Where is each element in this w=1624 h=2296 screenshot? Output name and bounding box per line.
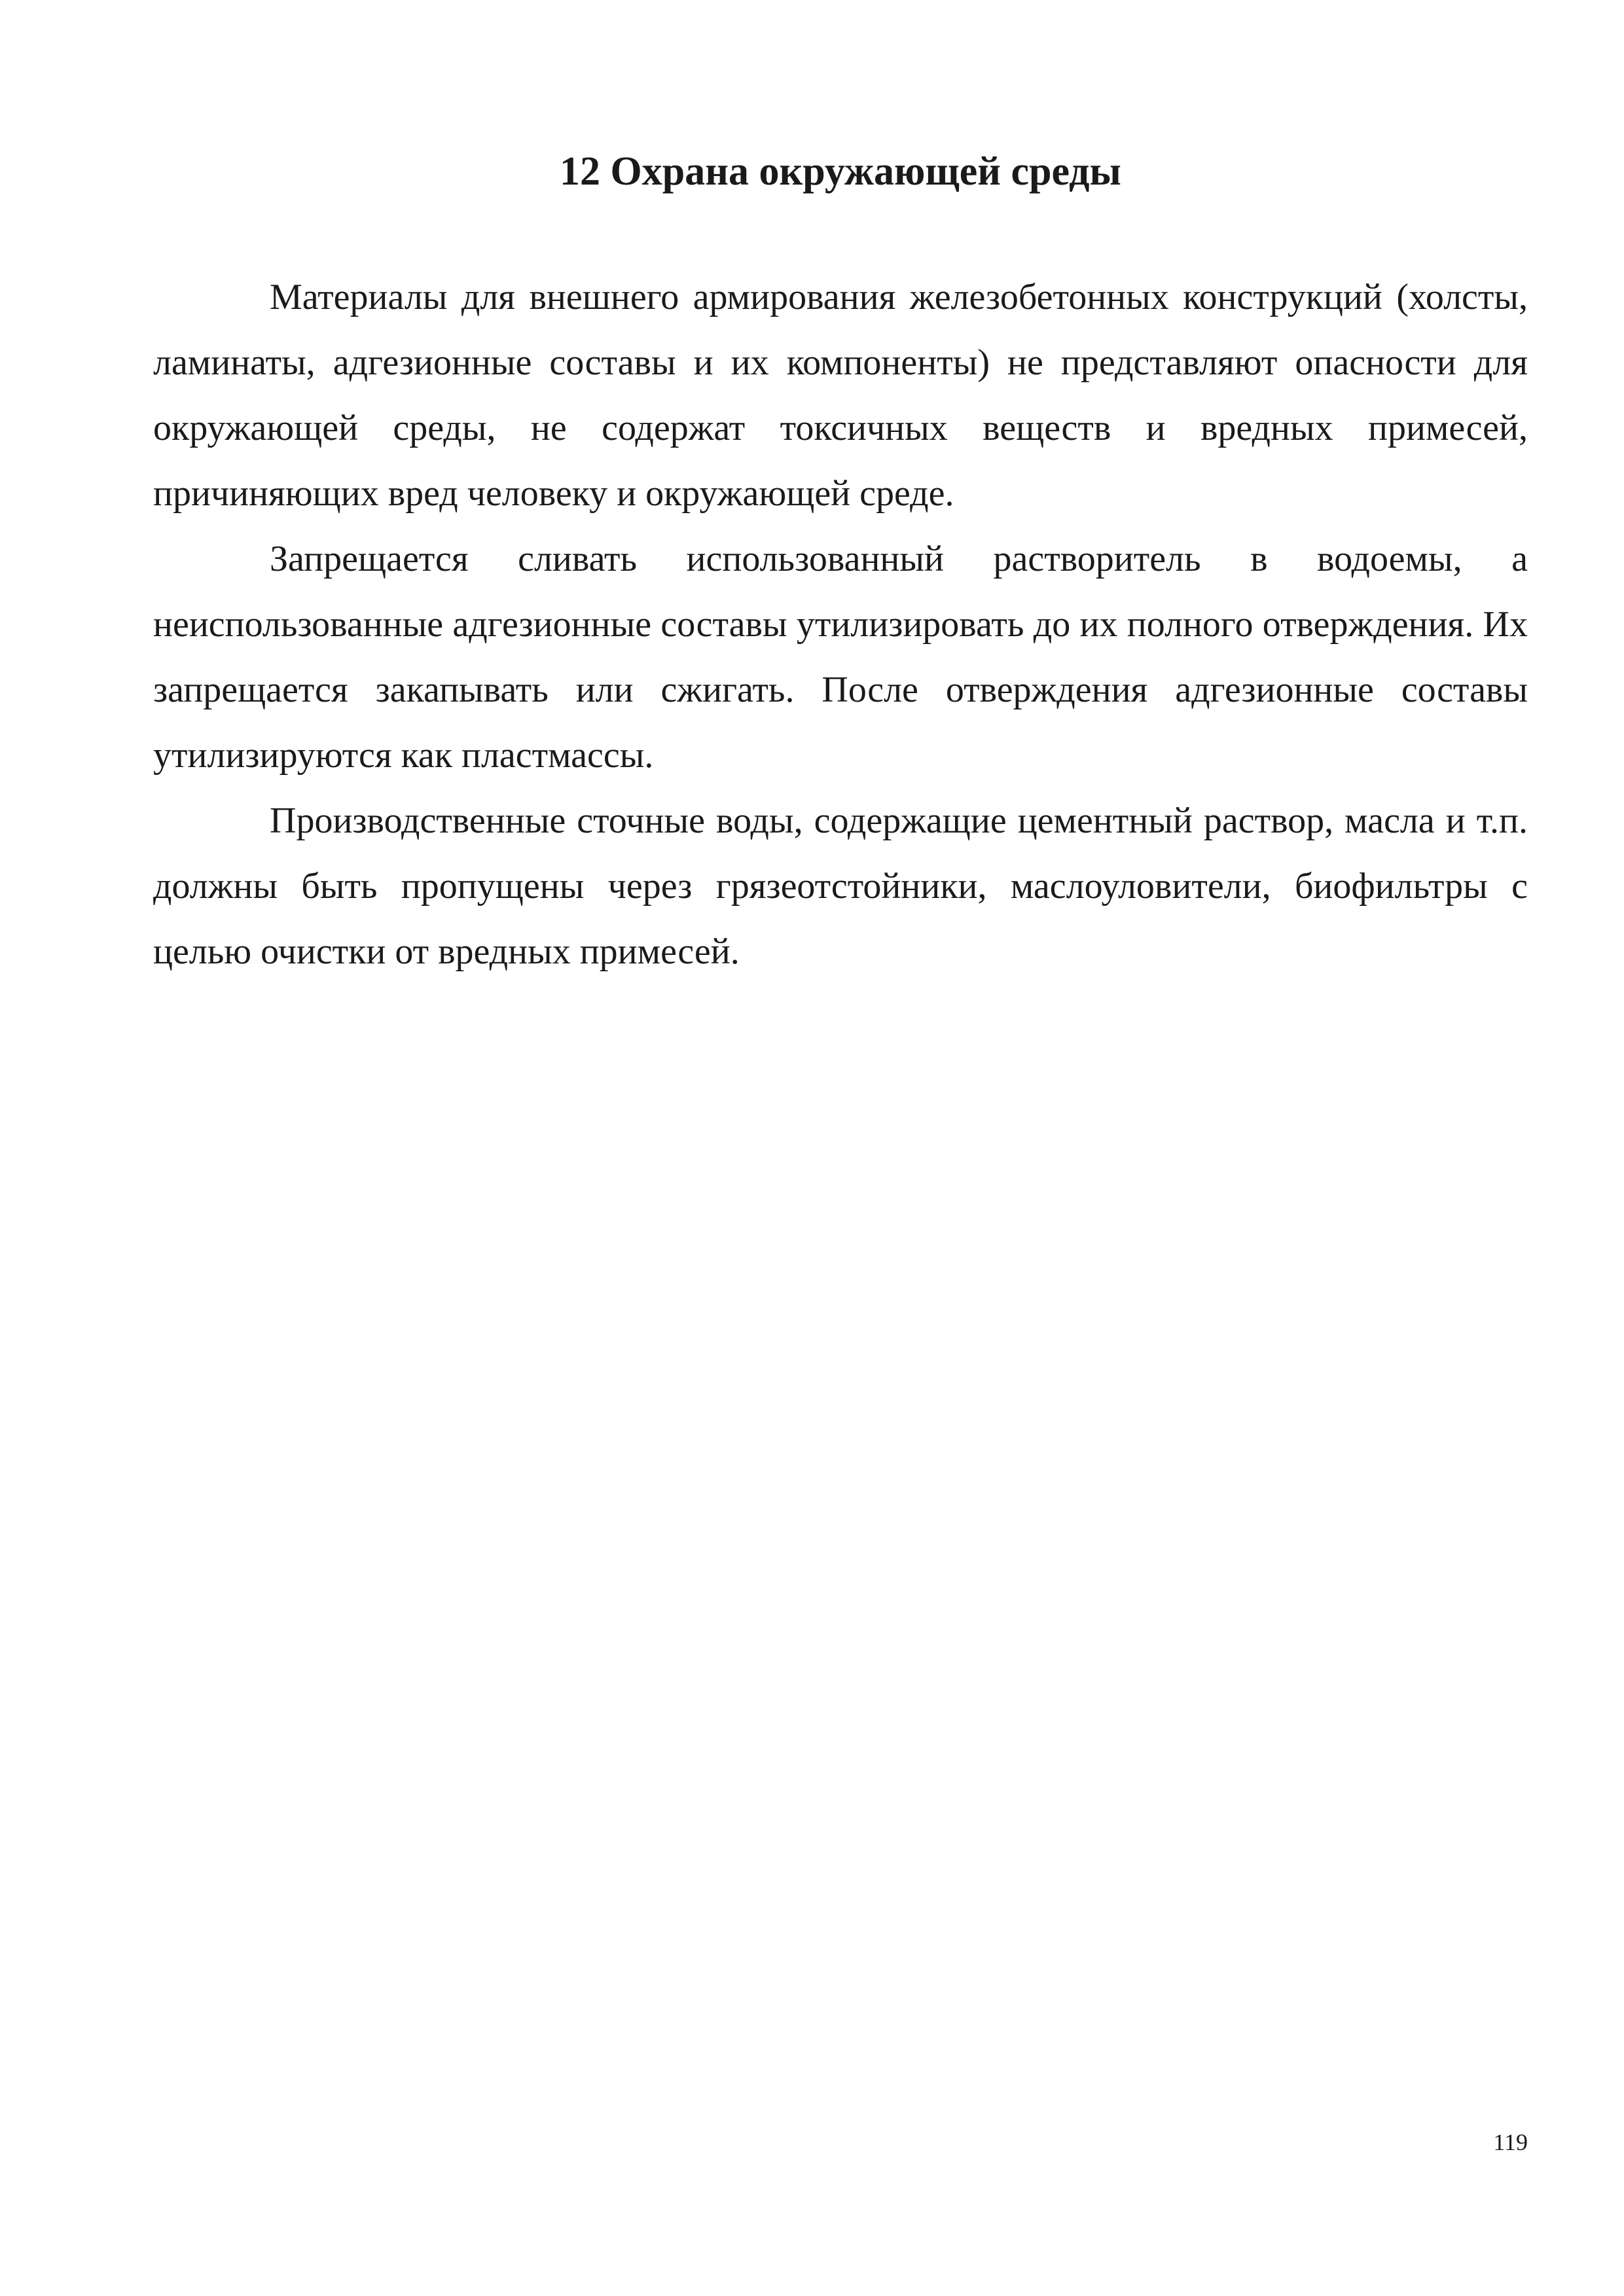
section-heading: 12 Охрана окружающей среды: [560, 149, 1121, 194]
paragraph-solvent-disposal: Запрещается сливать использованный растворитель в водоемы, а неиспользованные адгезионные составы утилизировать до их полного отверждения. Их запрещается закапывать или сжигать. После отверждения адгезионные составы утилизируются как пластмассы.: [153, 539, 1528, 776]
paragraph-materials: Материалы для внешнего армирования железобетонных конструкций (холсты, ламинаты, адгезионные составы и их компоненты) не представляют опасности для окружающей среды, не содержат токсичных веществ и вредных примесей, причиняющих вред человеку и окружающей среде.: [153, 277, 1528, 514]
paragraph-wastewater: Производственные сточные воды, содержащие цементный раствор, масла и т.п. должны быть пропущены через грязеотстойники, маслоуловители, биофильтры с целью очистки от вредных примесей.: [153, 800, 1528, 972]
page-number: 119: [1493, 2129, 1528, 2155]
body-text: [153, 264, 1528, 984]
